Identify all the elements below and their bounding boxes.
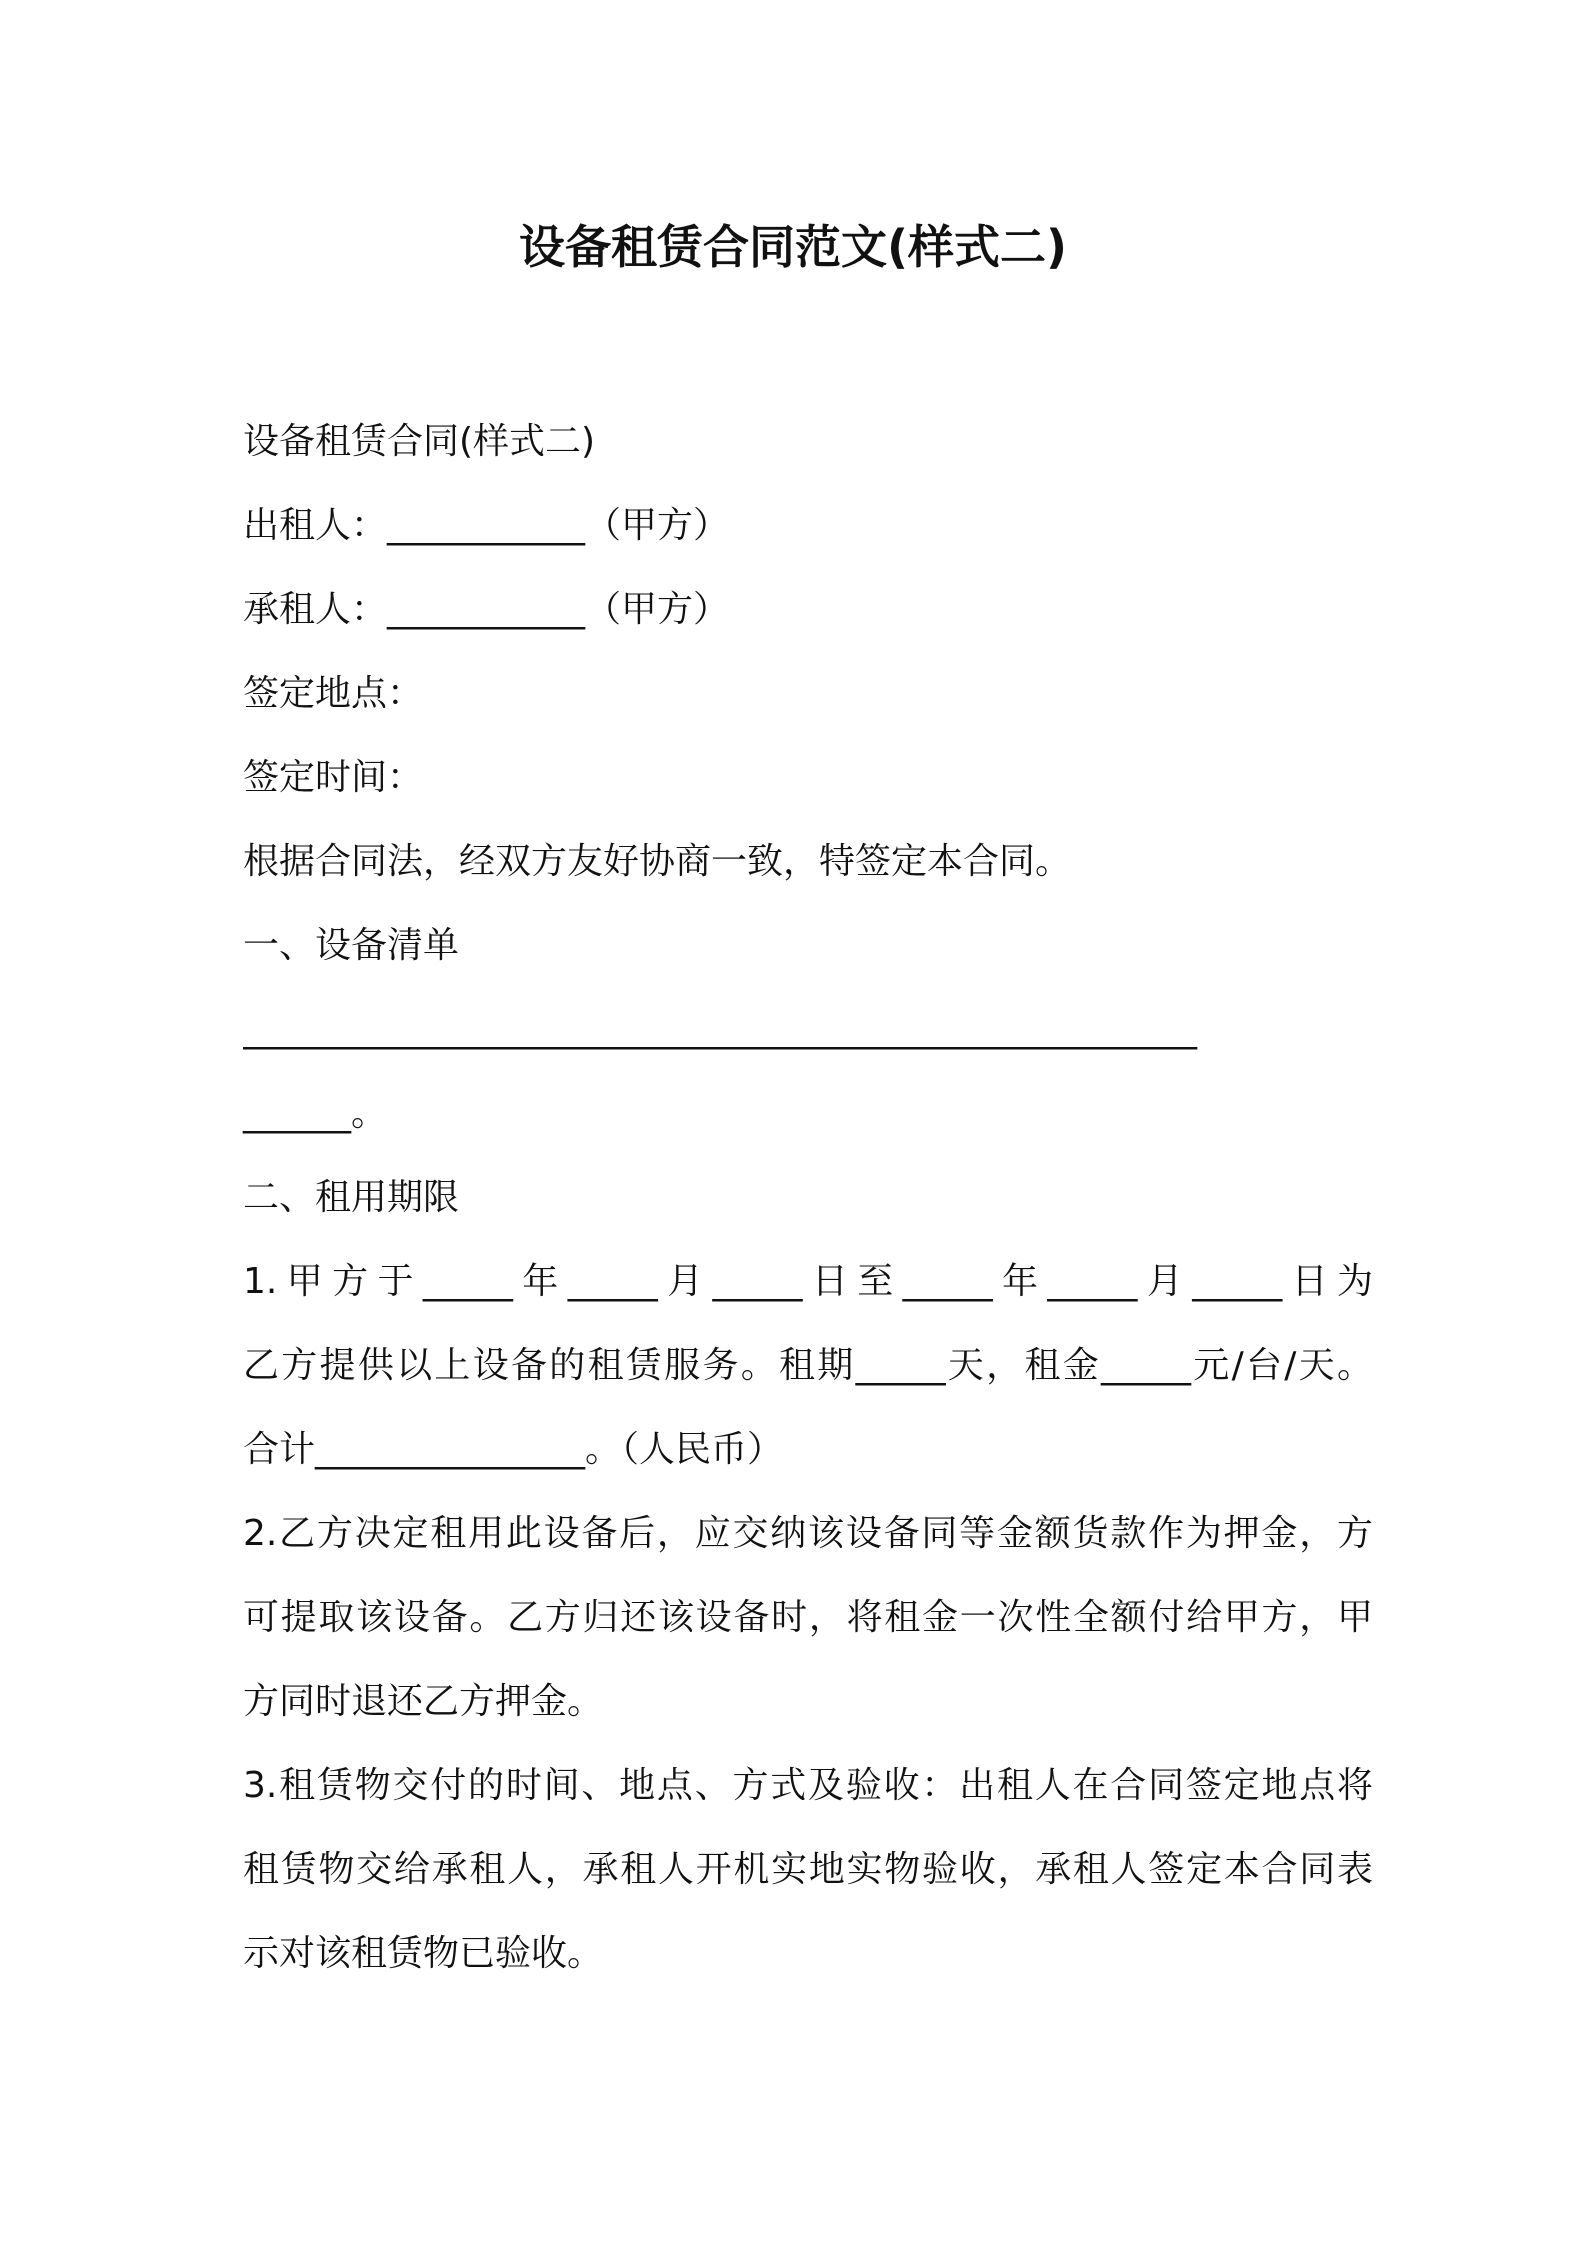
signing-place-line: 签定地点：: [243, 673, 424, 714]
document-title: 设备租赁合同范文(样式二): [518, 220, 1068, 274]
clause-1-line-2: 乙方提供以上设备的租赁服务。租期_____天，租金_____元/台/天。: [243, 1345, 1373, 1386]
equipment-list-blank: _____________________________________________________: [243, 1009, 1197, 1050]
clause-2-line-1: 2.乙方决定租用此设备后，应交纳该设备同等金额货款作为押金，方: [243, 1513, 1373, 1554]
clause-3-line-1: 3.租赁物交付的时间、地点、方式及验收：出租人在合同签定地点将: [243, 1765, 1373, 1806]
contract-subtitle: 设备租赁合同(样式二): [243, 421, 596, 462]
section-2-heading: 二、租用期限: [243, 1177, 460, 1218]
clause-1-line-1: 1.甲方于_____年_____月_____日至_____年_____月_____日为: [243, 1261, 1373, 1302]
clause-3-line-3: 示对该租赁物已验收。: [243, 1933, 604, 1974]
signing-time-line: 签定时间：: [243, 757, 424, 798]
equipment-list-blank-end: ______。: [243, 1093, 388, 1134]
preamble-line: 根据合同法，经双方友好协商一致，特签定本合同。: [243, 841, 1072, 882]
clause-2-line-3: 方同时退还乙方押金。: [243, 1681, 604, 1722]
clause-3-line-2: 租赁物交给承租人，承租人开机实地实物验收，承租人签定本合同表: [243, 1849, 1373, 1890]
lessor-line: 出租人：___________（甲方）: [243, 505, 730, 546]
lessee-line: 承租人：___________（甲方）: [243, 589, 730, 630]
clause-2-line-2: 可提取该设备。乙方归还该设备时，将租金一次性全额付给甲方，甲: [243, 1597, 1373, 1638]
clause-1-line-3: 合计_______________。（人民币）: [243, 1429, 784, 1470]
section-1-heading: 一、设备清单: [243, 925, 460, 966]
